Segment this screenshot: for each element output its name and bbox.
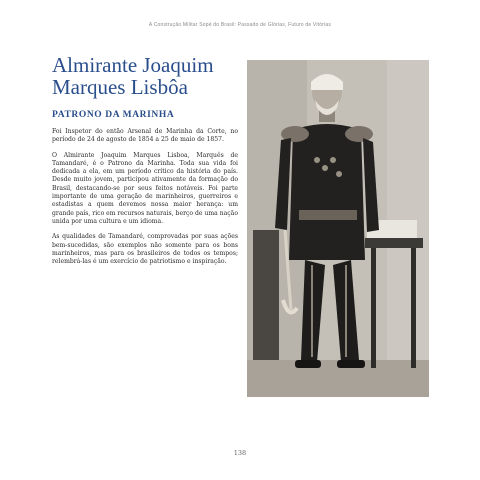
paragraph-3: As qualidades de Tamandaré, comprovadas por suas ações bem-sucedidas, são exemplos não somente para os bons marinheiros, mas para os brasileiros de todos os tempos; relembrá-las é um exercício de patriotismo e inspiração. — [52, 233, 238, 266]
admiral-portrait-photo — [247, 60, 429, 397]
paragraph-1: Foi Inspetor do então Arsenal de Marinha da Corte, no período de 24 de agosto de 1854 a 25 de maio de 1857. — [52, 128, 238, 144]
page-title — [52, 54, 242, 98]
section-subtitle: PATRONO DA MARINHA — [52, 110, 175, 120]
title-line-2: Marques Lisbôa — [52, 75, 188, 99]
title-line-1: Almirante Joaquim — [52, 53, 214, 77]
paragraph-2: O Almirante Joaquim Marques Lisboa, Marquês de Tamandaré, é o Patrono da Marinha. Toda sua vida foi dedicada a ela, em um período crítico da história do país. Desde muito jovem, participou ativamente da formação do Brasil, destacando-se por seus feitos notáveis. Foi parte importante de uma geração de marinheiros, guerreiros e estadistas a quem devemos nossa maior herança: um grande país, rico em recursos naturais, berço de uma nação unida por uma cultura e um idioma. — [52, 151, 238, 225]
page-number: 138 — [233, 449, 247, 457]
running-head: A Construção Militar Sopé do Brasil: Passado de Glórias, Futuro de Vitórias — [148, 22, 332, 28]
article-body — [52, 128, 238, 273]
